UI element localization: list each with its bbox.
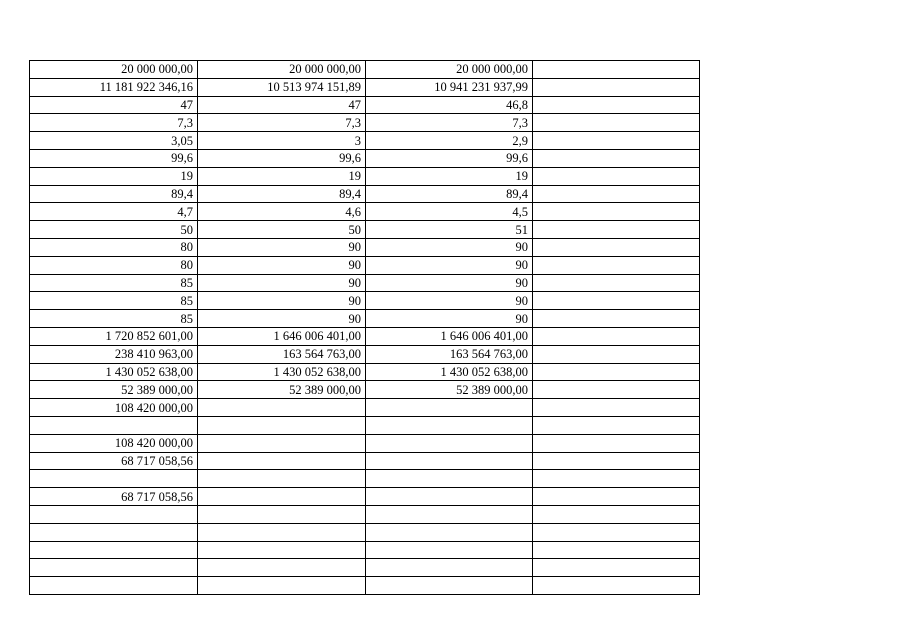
table-row [30,310,700,328]
table-cell-col-2 [198,559,366,577]
table-cell-col-3: 90 [366,256,533,274]
table-cell-col-2: 90 [198,310,366,328]
table-cell-col-1: 68 717 058,56 [30,452,198,470]
table-cell-col-1: 19 [30,167,198,185]
table-cell-col-3 [366,577,533,595]
table-cell-col-2: 52 389 000,00 [198,381,366,399]
table-cell-col-4 [533,381,700,399]
table-cell-col-2 [198,434,366,452]
table-cell-col-3: 46,8 [366,96,533,114]
data-table [29,60,700,595]
table-cell-col-1: 85 [30,274,198,292]
table-row [30,523,700,541]
table-cell-col-1: 7,3 [30,114,198,132]
table-cell-col-2: 1 646 006 401,00 [198,327,366,345]
table-row [30,167,700,185]
table-cell-col-3: 90 [366,292,533,310]
table-cell-col-1: 47 [30,96,198,114]
table-cell-col-1 [30,559,198,577]
table-cell-col-3 [366,541,533,559]
table-row [30,132,700,150]
table-cell-col-4 [533,559,700,577]
table-cell-col-1: 1 430 052 638,00 [30,363,198,381]
table-cell-col-4 [533,399,700,417]
table-cell-col-4 [533,523,700,541]
table-cell-col-2 [198,541,366,559]
table-cell-col-2: 90 [198,256,366,274]
table-cell-col-4 [533,256,700,274]
table-row [30,505,700,523]
table-cell-col-1: 85 [30,310,198,328]
table-cell-col-1: 238 410 963,00 [30,345,198,363]
table-cell-col-4 [533,434,700,452]
table-cell-col-4 [533,577,700,595]
table-cell-col-4 [533,203,700,221]
table-cell-col-3: 1 646 006 401,00 [366,327,533,345]
table-cell-col-3: 52 389 000,00 [366,381,533,399]
table-cell-col-1 [30,541,198,559]
table-cell-col-4 [533,452,700,470]
table-cell-col-2 [198,416,366,434]
table-cell-col-1: 52 389 000,00 [30,381,198,399]
table-row [30,203,700,221]
table-cell-col-2 [198,577,366,595]
table-cell-col-3: 7,3 [366,114,533,132]
table-cell-col-1 [30,416,198,434]
table-cell-col-4 [533,292,700,310]
table-cell-col-1: 20 000 000,00 [30,61,198,79]
table-cell-col-3 [366,470,533,488]
table-cell-col-1: 85 [30,292,198,310]
table-cell-col-3: 51 [366,221,533,239]
table-cell-col-1 [30,470,198,488]
table-cell-col-1: 108 420 000,00 [30,434,198,452]
table-cell-col-3: 20 000 000,00 [366,61,533,79]
table-cell-col-2 [198,488,366,506]
table-cell-col-3: 90 [366,274,533,292]
table-cell-col-4 [533,61,700,79]
table-cell-col-4 [533,470,700,488]
table-cell-col-3: 10 941 231 937,99 [366,78,533,96]
table-cell-col-4 [533,310,700,328]
table-row [30,470,700,488]
table-cell-col-1: 89,4 [30,185,198,203]
table-cell-col-1: 11 181 922 346,16 [30,78,198,96]
table-cell-col-1 [30,577,198,595]
table-cell-col-2: 4,6 [198,203,366,221]
table-cell-col-1: 108 420 000,00 [30,399,198,417]
table-cell-col-4 [533,132,700,150]
table-cell-col-2: 3 [198,132,366,150]
table-cell-col-1 [30,523,198,541]
table-cell-col-2: 90 [198,274,366,292]
table-cell-col-1: 4,7 [30,203,198,221]
table-cell-col-4 [533,96,700,114]
table-cell-col-3: 90 [366,310,533,328]
table-cell-col-2 [198,505,366,523]
table-cell-col-3 [366,505,533,523]
table-row [30,96,700,114]
table-cell-col-4 [533,185,700,203]
table-cell-col-1: 99,6 [30,149,198,167]
table-cell-col-3: 19 [366,167,533,185]
table-cell-col-2: 7,3 [198,114,366,132]
table-row [30,577,700,595]
table-cell-col-3 [366,559,533,577]
table-row [30,114,700,132]
table-cell-col-3 [366,523,533,541]
table-cell-col-2: 90 [198,292,366,310]
table-cell-col-4 [533,238,700,256]
table-cell-col-3 [366,452,533,470]
table-cell-col-4 [533,221,700,239]
table-cell-col-4 [533,505,700,523]
table-cell-col-2: 20 000 000,00 [198,61,366,79]
table-cell-col-4 [533,541,700,559]
table-cell-col-3 [366,399,533,417]
table-row [30,399,700,417]
table-cell-col-2: 90 [198,238,366,256]
table-cell-col-3 [366,488,533,506]
table-row [30,559,700,577]
table-row [30,488,700,506]
table-cell-col-1: 1 720 852 601,00 [30,327,198,345]
table-cell-col-3: 2,9 [366,132,533,150]
table-cell-col-2 [198,523,366,541]
table-cell-col-3: 99,6 [366,149,533,167]
table-row [30,238,700,256]
table-cell-col-1: 68 717 058,56 [30,488,198,506]
table-body [30,61,700,595]
table-cell-col-4 [533,363,700,381]
table-row [30,452,700,470]
table-cell-col-4 [533,345,700,363]
table-cell-col-4 [533,149,700,167]
table-cell-col-1: 80 [30,256,198,274]
table-cell-col-4 [533,167,700,185]
table-cell-col-4 [533,416,700,434]
table-row [30,541,700,559]
table-cell-col-4 [533,488,700,506]
table-row [30,78,700,96]
table-cell-col-3: 89,4 [366,185,533,203]
table-row [30,61,700,79]
table-cell-col-2: 10 513 974 151,89 [198,78,366,96]
table-cell-col-1: 50 [30,221,198,239]
table-cell-col-2: 1 430 052 638,00 [198,363,366,381]
table-cell-col-2 [198,470,366,488]
table-row [30,381,700,399]
table-cell-col-2 [198,399,366,417]
table-cell-col-4 [533,114,700,132]
table-cell-col-1: 80 [30,238,198,256]
table-row [30,434,700,452]
table-cell-col-1 [30,505,198,523]
table-row [30,327,700,345]
table-row [30,292,700,310]
table-cell-col-4 [533,274,700,292]
table-row [30,149,700,167]
table-row [30,363,700,381]
table-row [30,274,700,292]
table-row [30,221,700,239]
table-cell-col-2: 19 [198,167,366,185]
table-cell-col-3: 4,5 [366,203,533,221]
table-cell-col-2: 163 564 763,00 [198,345,366,363]
table-cell-col-1: 3,05 [30,132,198,150]
table-cell-col-4 [533,327,700,345]
table-cell-col-2: 47 [198,96,366,114]
table-cell-col-3 [366,416,533,434]
table-row [30,185,700,203]
table-cell-col-2: 89,4 [198,185,366,203]
table-cell-col-2: 50 [198,221,366,239]
table-cell-col-2: 99,6 [198,149,366,167]
table-row [30,345,700,363]
table-cell-col-4 [533,78,700,96]
table-row [30,256,700,274]
table-cell-col-3: 90 [366,238,533,256]
table-cell-col-3: 1 430 052 638,00 [366,363,533,381]
table-cell-col-2 [198,452,366,470]
table-cell-col-3 [366,434,533,452]
table-row [30,416,700,434]
table-cell-col-3: 163 564 763,00 [366,345,533,363]
